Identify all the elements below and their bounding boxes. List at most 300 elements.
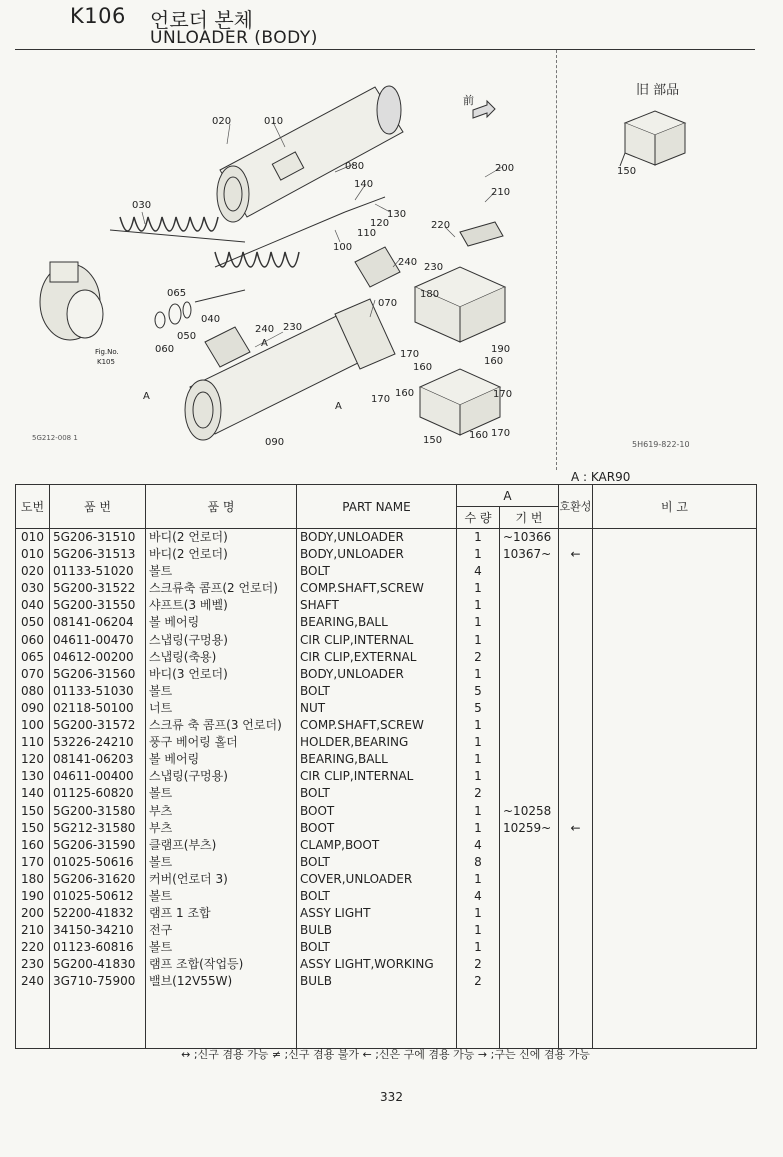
row-no: 060 bbox=[16, 632, 50, 649]
row-no: 140 bbox=[16, 785, 50, 802]
row-part-no: 5G200-31572 bbox=[50, 717, 146, 734]
row-remarks bbox=[593, 683, 757, 700]
row-interchange bbox=[559, 854, 593, 871]
row-serial bbox=[500, 888, 559, 905]
callout-label: 065 bbox=[167, 288, 187, 299]
row-qty: 2 bbox=[457, 785, 500, 802]
row-remarks bbox=[593, 785, 757, 802]
row-no: 070 bbox=[16, 666, 50, 683]
row-part-no: 53226-24210 bbox=[50, 734, 146, 751]
col-header-interchange: 호환성 bbox=[559, 485, 593, 529]
row-serial bbox=[500, 717, 559, 734]
row-name-ko: 바디(2 언로더) bbox=[146, 529, 297, 547]
row-no: 100 bbox=[16, 717, 50, 734]
row-name-ko: 바디(2 언로더) bbox=[146, 546, 297, 563]
row-qty: 1 bbox=[457, 922, 500, 939]
row-remarks bbox=[593, 973, 757, 990]
row-name-ko: 스냅링(구멍용) bbox=[146, 632, 297, 649]
row-qty: 1 bbox=[457, 614, 500, 631]
callout-label: 240 bbox=[255, 324, 275, 335]
row-part-no: 01133-51030 bbox=[50, 683, 146, 700]
callout-label: 080 bbox=[345, 161, 365, 172]
row-interchange bbox=[559, 768, 593, 785]
row-part-no: 5G206-31510 bbox=[50, 529, 146, 547]
callout-label: 160 bbox=[484, 356, 504, 367]
row-qty: 1 bbox=[457, 632, 500, 649]
callout-label: 210 bbox=[491, 187, 511, 198]
row-no: 080 bbox=[16, 683, 50, 700]
table-row bbox=[16, 837, 757, 854]
row-no: 050 bbox=[16, 614, 50, 631]
col-header-serial: 기 번 bbox=[500, 507, 559, 529]
callout-label: 140 bbox=[354, 179, 374, 190]
row-name-en: CIR CLIP,EXTERNAL bbox=[297, 649, 457, 666]
row-no: 010 bbox=[16, 546, 50, 563]
callout-label: 050 bbox=[177, 331, 197, 342]
row-qty: 2 bbox=[457, 973, 500, 990]
row-name-ko: 볼 베어링 bbox=[146, 614, 297, 631]
row-name-en: COMP.SHAFT,SCREW bbox=[297, 580, 457, 597]
row-no: 170 bbox=[16, 854, 50, 871]
empty-cell bbox=[297, 991, 457, 1049]
row-part-no: 04612-00200 bbox=[50, 649, 146, 666]
callout-label: 200 bbox=[495, 163, 515, 174]
callout-label: 190 bbox=[491, 344, 511, 355]
row-serial bbox=[500, 871, 559, 888]
row-qty: 5 bbox=[457, 700, 500, 717]
callout-label: 110 bbox=[357, 228, 377, 239]
row-qty: 1 bbox=[457, 803, 500, 820]
row-name-en: BOLT bbox=[297, 785, 457, 802]
row-remarks bbox=[593, 666, 757, 683]
row-qty: 1 bbox=[457, 717, 500, 734]
header-rule bbox=[15, 49, 755, 50]
row-qty: 2 bbox=[457, 649, 500, 666]
row-part-no: 01133-51020 bbox=[50, 563, 146, 580]
row-qty: 1 bbox=[457, 546, 500, 563]
row-interchange bbox=[559, 803, 593, 820]
row-serial bbox=[500, 666, 559, 683]
row-name-en: BOLT bbox=[297, 854, 457, 871]
row-serial: 10367~ bbox=[500, 546, 559, 563]
row-part-no: 08141-06203 bbox=[50, 751, 146, 768]
row-name-en: BODY,UNLOADER bbox=[297, 666, 457, 683]
row-remarks bbox=[593, 922, 757, 939]
row-part-no: 5G206-31513 bbox=[50, 546, 146, 563]
fig-ref-label: Fig.No. bbox=[95, 348, 119, 356]
table-row bbox=[16, 683, 757, 700]
row-serial bbox=[500, 939, 559, 956]
row-qty: 1 bbox=[457, 597, 500, 614]
table-row bbox=[16, 649, 757, 666]
col-header-qty: 수 량 bbox=[457, 507, 500, 529]
row-name-en: BEARING,BALL bbox=[297, 614, 457, 631]
row-no: 090 bbox=[16, 700, 50, 717]
row-interchange bbox=[559, 580, 593, 597]
row-remarks bbox=[593, 820, 757, 837]
callout-label: 130 bbox=[387, 209, 407, 220]
row-name-en: NUT bbox=[297, 700, 457, 717]
gearbox-drawing bbox=[40, 262, 103, 340]
row-part-no: 08141-06204 bbox=[50, 614, 146, 631]
row-name-ko: 스냅링(축용) bbox=[146, 649, 297, 666]
row-serial bbox=[500, 837, 559, 854]
row-serial: ~10258 bbox=[500, 803, 559, 820]
callout-label: 120 bbox=[370, 218, 390, 229]
row-part-no: 5G206-31620 bbox=[50, 871, 146, 888]
callout-label: 240 bbox=[398, 257, 418, 268]
row-name-en: HOLDER,BEARING bbox=[297, 734, 457, 751]
row-interchange bbox=[559, 785, 593, 802]
col-header-no: 도번 bbox=[16, 485, 50, 529]
row-name-ko: 스크류축 콤프(2 언로더) bbox=[146, 580, 297, 597]
callout-label: 090 bbox=[265, 437, 285, 448]
callout-label: 160 bbox=[395, 388, 415, 399]
row-serial bbox=[500, 683, 559, 700]
row-qty: 1 bbox=[457, 734, 500, 751]
row-interchange bbox=[559, 717, 593, 734]
old-part-callout: 150 bbox=[617, 166, 637, 177]
row-serial bbox=[500, 973, 559, 990]
row-serial bbox=[500, 785, 559, 802]
row-no: 020 bbox=[16, 563, 50, 580]
row-interchange bbox=[559, 614, 593, 631]
row-interchange bbox=[559, 700, 593, 717]
row-no: 150 bbox=[16, 820, 50, 837]
row-remarks bbox=[593, 905, 757, 922]
row-remarks bbox=[593, 768, 757, 785]
row-part-no: 5G206-31590 bbox=[50, 837, 146, 854]
row-name-en: CIR CLIP,INTERNAL bbox=[297, 768, 457, 785]
table-row bbox=[16, 922, 757, 939]
callout-label: 230 bbox=[424, 262, 444, 273]
table-row bbox=[16, 956, 757, 973]
table-row bbox=[16, 803, 757, 820]
row-remarks bbox=[593, 649, 757, 666]
row-qty: 2 bbox=[457, 956, 500, 973]
old-parts-label: 旧 部品 bbox=[636, 83, 680, 98]
row-remarks bbox=[593, 700, 757, 717]
row-remarks bbox=[593, 939, 757, 956]
row-interchange bbox=[559, 973, 593, 990]
section-title-korean: 언로더 본체 bbox=[150, 8, 253, 32]
row-name-ko: 밸브(12V55W) bbox=[146, 973, 297, 990]
empty-cell bbox=[500, 991, 559, 1049]
row-part-no: 34150-34210 bbox=[50, 922, 146, 939]
callout-label: 160 bbox=[469, 430, 489, 441]
row-remarks bbox=[593, 580, 757, 597]
row-part-no: 5G200-31580 bbox=[50, 803, 146, 820]
row-interchange bbox=[559, 922, 593, 939]
table-row bbox=[16, 580, 757, 597]
row-name-ko: 스냅링(구멍용) bbox=[146, 768, 297, 785]
row-name-en: BOLT bbox=[297, 888, 457, 905]
row-no: 130 bbox=[16, 768, 50, 785]
row-remarks bbox=[593, 632, 757, 649]
row-name-en: BEARING,BALL bbox=[297, 751, 457, 768]
row-interchange bbox=[559, 956, 593, 973]
section-title-english: UNLOADER (BODY) bbox=[150, 28, 318, 48]
callout-label: 230 bbox=[283, 322, 303, 333]
table-row bbox=[16, 717, 757, 734]
empty-cell bbox=[559, 991, 593, 1049]
row-name-en: BODY,UNLOADER bbox=[297, 529, 457, 547]
old-part-boot-drawing bbox=[600, 98, 700, 178]
row-interchange bbox=[559, 683, 593, 700]
row-remarks bbox=[593, 803, 757, 820]
callout-label: A bbox=[335, 401, 342, 412]
row-no: 030 bbox=[16, 580, 50, 597]
row-name-en: BOLT bbox=[297, 683, 457, 700]
col-header-name-en: PART NAME bbox=[297, 485, 457, 529]
callout-label: 040 bbox=[201, 314, 221, 325]
row-name-ko: 볼트 bbox=[146, 888, 297, 905]
row-qty: 4 bbox=[457, 837, 500, 854]
row-name-en: ASSY LIGHT bbox=[297, 905, 457, 922]
callout-label: 060 bbox=[155, 344, 175, 355]
table-row bbox=[16, 905, 757, 922]
row-serial: ~10366 bbox=[500, 529, 559, 547]
row-part-no: 04611-00470 bbox=[50, 632, 146, 649]
col-header-name-ko: 품 명 bbox=[146, 485, 297, 529]
row-remarks bbox=[593, 854, 757, 871]
row-remarks bbox=[593, 563, 757, 580]
table-row bbox=[16, 751, 757, 768]
row-remarks bbox=[593, 871, 757, 888]
row-part-no: 3G710-75900 bbox=[50, 973, 146, 990]
row-qty: 4 bbox=[457, 563, 500, 580]
table-row bbox=[16, 700, 757, 717]
row-qty: 1 bbox=[457, 905, 500, 922]
row-name-en: BULB bbox=[297, 973, 457, 990]
table-row bbox=[16, 854, 757, 871]
row-qty: 1 bbox=[457, 751, 500, 768]
table-row bbox=[16, 820, 757, 837]
callout-label: 030 bbox=[132, 200, 152, 211]
row-name-ko: 램프 조합(작업등) bbox=[146, 956, 297, 973]
page-number: 332 bbox=[380, 1090, 403, 1104]
row-part-no: 52200-41832 bbox=[50, 905, 146, 922]
row-no: 160 bbox=[16, 837, 50, 854]
row-name-ko: 커버(언로더 3) bbox=[146, 871, 297, 888]
table-row bbox=[16, 785, 757, 802]
callout-label: A bbox=[261, 338, 268, 349]
row-remarks bbox=[593, 717, 757, 734]
row-name-ko: 전구 bbox=[146, 922, 297, 939]
front-direction-label: 前 bbox=[463, 94, 474, 107]
drawing-code-left: 5G212-008 1 bbox=[32, 434, 78, 442]
row-serial bbox=[500, 597, 559, 614]
row-part-no: 02118-50100 bbox=[50, 700, 146, 717]
col-header-remarks: 비 고 bbox=[593, 485, 757, 529]
row-serial bbox=[500, 580, 559, 597]
callout-label: 220 bbox=[431, 220, 451, 231]
row-name-en: BODY,UNLOADER bbox=[297, 546, 457, 563]
row-name-en: ASSY LIGHT,WORKING bbox=[297, 956, 457, 973]
row-interchange bbox=[559, 529, 593, 547]
col-header-group-a: A bbox=[457, 485, 559, 507]
row-name-en: CLAMP,BOOT bbox=[297, 837, 457, 854]
row-interchange: ← bbox=[559, 546, 593, 563]
row-no: 065 bbox=[16, 649, 50, 666]
figure-divider bbox=[556, 50, 557, 470]
row-name-ko: 볼 베어링 bbox=[146, 751, 297, 768]
empty-cell bbox=[457, 991, 500, 1049]
row-interchange bbox=[559, 563, 593, 580]
row-part-no: 01025-50616 bbox=[50, 854, 146, 871]
row-no: 240 bbox=[16, 973, 50, 990]
row-remarks bbox=[593, 888, 757, 905]
empty-cell bbox=[146, 991, 297, 1049]
row-serial bbox=[500, 734, 559, 751]
callout-label: 010 bbox=[264, 116, 284, 127]
table-row bbox=[16, 597, 757, 614]
callout-label: 170 bbox=[400, 349, 420, 360]
section-code: K106 bbox=[70, 4, 126, 28]
row-qty: 5 bbox=[457, 683, 500, 700]
row-qty: 1 bbox=[457, 871, 500, 888]
table-empty-space bbox=[16, 991, 757, 1049]
row-interchange bbox=[559, 649, 593, 666]
row-remarks bbox=[593, 597, 757, 614]
callout-label: 180 bbox=[420, 289, 440, 300]
front-direction-arrow bbox=[473, 101, 495, 118]
table-row bbox=[16, 888, 757, 905]
row-part-no: 01123-60816 bbox=[50, 939, 146, 956]
table-row bbox=[16, 666, 757, 683]
model-code-label: A : KAR90 bbox=[571, 470, 631, 484]
row-serial bbox=[500, 905, 559, 922]
row-serial bbox=[500, 768, 559, 785]
row-serial bbox=[500, 614, 559, 631]
callout-label: 070 bbox=[378, 298, 398, 309]
row-name-en: SHAFT bbox=[297, 597, 457, 614]
row-name-ko: 샤프트(3 베벨) bbox=[146, 597, 297, 614]
row-remarks bbox=[593, 546, 757, 563]
row-no: 180 bbox=[16, 871, 50, 888]
callout-label: 150 bbox=[423, 435, 443, 446]
callout-label: 160 bbox=[413, 362, 433, 373]
row-qty: 1 bbox=[457, 820, 500, 837]
row-remarks bbox=[593, 956, 757, 973]
fig-ref-label: K105 bbox=[97, 358, 115, 366]
row-serial bbox=[500, 956, 559, 973]
row-name-en: BOLT bbox=[297, 939, 457, 956]
row-interchange bbox=[559, 666, 593, 683]
row-no: 010 bbox=[16, 529, 50, 547]
row-name-en: BOOT bbox=[297, 803, 457, 820]
callout-label: 170 bbox=[493, 389, 513, 400]
table-row bbox=[16, 546, 757, 563]
row-qty: 1 bbox=[457, 768, 500, 785]
callout-label: 020 bbox=[212, 116, 232, 127]
parts-table bbox=[15, 484, 757, 1049]
row-name-en: BOOT bbox=[297, 820, 457, 837]
col-header-part-no: 품 번 bbox=[50, 485, 146, 529]
row-no: 040 bbox=[16, 597, 50, 614]
callout-label: A bbox=[143, 391, 150, 402]
row-interchange bbox=[559, 888, 593, 905]
row-interchange bbox=[559, 751, 593, 768]
table-row bbox=[16, 734, 757, 751]
row-no: 200 bbox=[16, 905, 50, 922]
row-part-no: 01025-50612 bbox=[50, 888, 146, 905]
row-qty: 4 bbox=[457, 888, 500, 905]
row-name-ko: 스크류 축 콤프(3 언로더) bbox=[146, 717, 297, 734]
row-no: 150 bbox=[16, 803, 50, 820]
upper-body-drawing bbox=[217, 86, 403, 222]
row-no: 190 bbox=[16, 888, 50, 905]
drawing-code-right: 5H619-822-10 bbox=[632, 440, 690, 449]
empty-cell bbox=[16, 991, 50, 1049]
row-name-en: CIR CLIP,INTERNAL bbox=[297, 632, 457, 649]
row-interchange bbox=[559, 939, 593, 956]
row-name-ko: 클램프(부츠) bbox=[146, 837, 297, 854]
exploded-parts-diagram bbox=[15, 52, 555, 462]
row-name-ko: 볼트 bbox=[146, 683, 297, 700]
row-no: 210 bbox=[16, 922, 50, 939]
row-interchange bbox=[559, 837, 593, 854]
row-remarks bbox=[593, 614, 757, 631]
row-name-ko: 바디(3 언로더) bbox=[146, 666, 297, 683]
callout-label: 170 bbox=[491, 428, 511, 439]
row-part-no: 5G212-31580 bbox=[50, 820, 146, 837]
row-remarks bbox=[593, 529, 757, 547]
table-row bbox=[16, 563, 757, 580]
row-remarks bbox=[593, 734, 757, 751]
row-no: 230 bbox=[16, 956, 50, 973]
row-serial: 10259~ bbox=[500, 820, 559, 837]
row-no: 110 bbox=[16, 734, 50, 751]
row-name-ko: 볼트 bbox=[146, 939, 297, 956]
row-name-ko: 풍구 베어링 홀더 bbox=[146, 734, 297, 751]
row-part-no: 5G200-41830 bbox=[50, 956, 146, 973]
row-name-en: BOLT bbox=[297, 563, 457, 580]
table-row bbox=[16, 529, 757, 547]
row-serial bbox=[500, 922, 559, 939]
empty-cell bbox=[50, 991, 146, 1049]
row-serial bbox=[500, 563, 559, 580]
table-row bbox=[16, 973, 757, 990]
row-part-no: 5G206-31560 bbox=[50, 666, 146, 683]
row-no: 220 bbox=[16, 939, 50, 956]
row-qty: 1 bbox=[457, 666, 500, 683]
row-name-ko: 볼트 bbox=[146, 854, 297, 871]
row-part-no: 04611-00400 bbox=[50, 768, 146, 785]
table-row bbox=[16, 768, 757, 785]
row-name-en: COVER,UNLOADER bbox=[297, 871, 457, 888]
table-row bbox=[16, 614, 757, 631]
row-serial bbox=[500, 649, 559, 666]
row-qty: 8 bbox=[457, 854, 500, 871]
table-row bbox=[16, 632, 757, 649]
row-interchange bbox=[559, 597, 593, 614]
callout-label: 170 bbox=[371, 394, 391, 405]
row-name-ko: 부츠 bbox=[146, 803, 297, 820]
row-qty: 1 bbox=[457, 580, 500, 597]
row-remarks bbox=[593, 837, 757, 854]
row-name-ko: 부츠 bbox=[146, 820, 297, 837]
callout-label: 100 bbox=[333, 242, 353, 253]
row-serial bbox=[500, 700, 559, 717]
row-no: 120 bbox=[16, 751, 50, 768]
row-qty: 1 bbox=[457, 939, 500, 956]
row-interchange: ← bbox=[559, 820, 593, 837]
row-part-no: 5G200-31550 bbox=[50, 597, 146, 614]
row-part-no: 01125-60820 bbox=[50, 785, 146, 802]
compatibility-legend: ↔ ;신구 겸용 가능 ≠ ;신구 겸용 불가 ← ;신은 구에 겸용 가능 → ;구는 신에 겸용 가능 bbox=[181, 1048, 590, 1061]
table-row bbox=[16, 871, 757, 888]
